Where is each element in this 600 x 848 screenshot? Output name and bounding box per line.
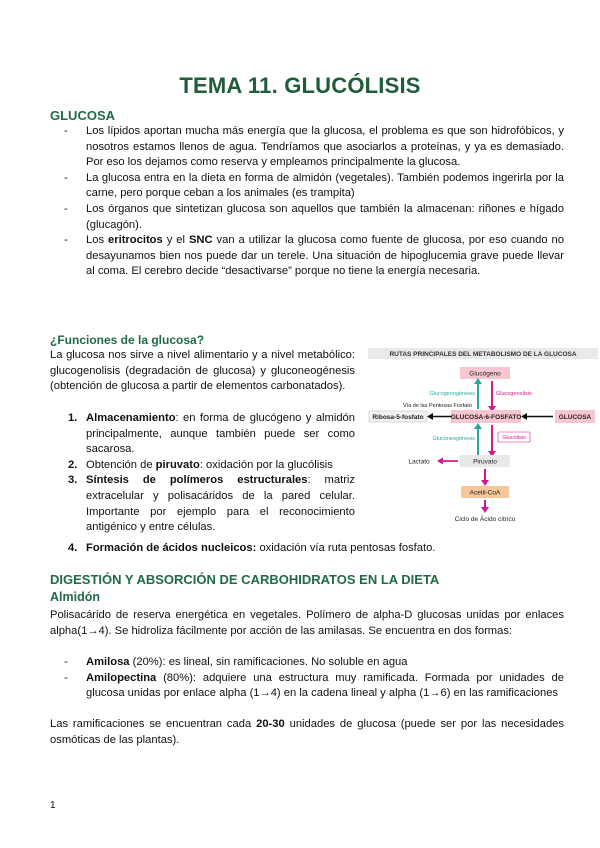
funciones-list	[68, 411, 355, 536]
list-item	[68, 473, 355, 535]
bold-term: Amilosa	[86, 656, 130, 668]
bold-term: Síntesis de polímeros estructurales	[86, 474, 308, 487]
list-item: - Los eritrocitos y el SNC van a utilizar la glucosa como fuente de glucosa, por eso cuando no desayunamos bien nos puede dar un terele. Una situación de hipoglucemia grave puede llevar al coma. El cerebro decide “desactivarse” porque no tiene la energía necesaria.	[64, 234, 564, 278]
funciones-intro: La glucosa nos sirve a nivel alimentario y a nivel metabólico: glucogenolisis (degradación de glucosa) y gluconeogénesis (obtención de glucosa a partir de elementos carbonatados).	[50, 349, 355, 393]
almidon-outro	[50, 717, 564, 748]
bold-term: Formación de ácidos nucleicos:	[86, 542, 257, 554]
list-item: - La glucosa entra en la dieta en forma de almidón (vegetales). También podemos ingerirla por la carne, pero porque ceban a los animales (es trampita)	[64, 171, 564, 200]
bullet-text: La glucosa entra en la dieta en forma de almidón (vegetales). También podemos ingerirla por la carne, pero porque ceban a los animales (es trampita)	[86, 171, 564, 200]
almidon-bullet-list	[64, 655, 564, 702]
list-item: - Los órganos que sintetizan glucosa son aquellos que también la almacenan: riñones e hígado (glucagón).	[64, 202, 564, 231]
text-fragment: Las ramificaciones se encuentran cada	[50, 718, 257, 730]
bullet-text: Los órganos que sintetizan glucosa son aquellos que también la almacenan: riñones e hígado (glucagón).	[86, 202, 564, 231]
g6p-label: GLUCOSA-6-FOSFATO	[450, 414, 522, 421]
glucogenogenesis-label: Glucogenogénesis	[429, 391, 475, 397]
glucogeno-label: Glucógeno	[469, 370, 501, 378]
page-number: 1	[50, 800, 56, 811]
bold-term: Amilopectina	[86, 671, 157, 684]
list-item: - Los lípidos aportan mucha más energía que la glucosa, el problema es que son hidrofóbicos, y nosotros estamos llenos de agua. Tendríamos que asociarlos a proteínas, y ya es demasiado. Por eso los dejamos como reserva y empleamos principalmente la glucosa.	[64, 125, 564, 169]
almidon-intro: Polisacárido de reserva energética en vegetales. Polímero de alpha-D glucosas unidas por enlaces alpha(1→4). Se hidroliza fácilmente por acción de las amilasas. Se encuentra en dos formas:	[50, 609, 564, 637]
text-fragment: van a utilizar la glucosa como fuente de glucosa, por eso cuando no desayunamos bien nos puede dar un terele. Una situación de hipoglucemia grave puede llevar al coma. El cerebro decide “desactivarse” porque no tiene la energía necesaria.	[86, 234, 564, 278]
glucose-metabolism-diagram	[365, 345, 600, 525]
page-title: TEMA 11. GLUCÓLISIS	[179, 73, 421, 98]
almidon-subheading: Almidón	[50, 590, 100, 604]
ciclo-label: Ciclo de Ácido cítrico	[454, 516, 516, 523]
text-fragment: Obtención de	[86, 458, 156, 471]
diagram-title: RUTAS PRINCIPALES DEL METABOLISMO DE LA GLUCOSA	[389, 351, 577, 358]
text-fragment: (20%): es lineal, sin ramificaciones. No soluble en agua	[129, 656, 408, 668]
bold-term: eritrocitos	[108, 234, 163, 247]
via-pentosas-label: Vía de las Pentosas Fosfato	[403, 403, 472, 409]
bullet-text: Los lípidos aportan mucha más energía que la glucosa, el problema es que son hidrofóbicos, y nosotros estamos llenos de agua. Tendríamos que asociarlos a proteínas, y ya es demasiado. Por eso los dejamos como reserva y empleamos principalmente la glucosa.	[86, 125, 564, 169]
list-item	[68, 458, 355, 474]
item-number: 3.	[68, 474, 78, 487]
bold-term: SNC	[188, 234, 213, 247]
text-fragment: Los	[86, 234, 109, 247]
list-item	[68, 411, 355, 458]
ribosa-label: Ribosa-5-fosfato	[372, 414, 424, 421]
glucogenolisis-label: Glucogenolisis	[496, 391, 532, 397]
item-number: 2.	[68, 458, 78, 471]
funciones-heading: ¿Funciones de la glucosa?	[50, 333, 205, 347]
item-number: 1.	[68, 412, 78, 424]
acetil-label: Acetil-CoA	[469, 489, 501, 497]
text-fragment: y el	[162, 234, 189, 247]
funciones-list-continued	[68, 541, 538, 557]
list-item: - Amilopectina (80%): adquiere una estructura muy ramificada. Formada por unidades de glucosa unidas por enlace alpha (1→4) en la cadena lineal y alpha (1→6) en las ramificaciones	[64, 671, 564, 700]
text-fragment: unidades de glucosa (puede ser por las necesidades osmóticas de las plantas).	[50, 718, 564, 746]
piruvato-label: Piruvato	[473, 458, 497, 466]
digestion-heading: DIGESTIÓN Y ABSORCIÓN DE CARBOHIDRATOS EN LA DIETA	[50, 572, 440, 587]
text-fragment: : oxidación por la glucólisis	[199, 458, 333, 471]
gluconeogenesis-label: Gluconeogénesis	[432, 436, 475, 442]
text-fragment: (80%): adquiere una estructura muy ramificada. Formada por unidades de glucosa unidas por enlace alpha (1→4) en la cadena lineal y alpha (1→6) en las ramificaciones	[86, 671, 564, 700]
text-fragment: : matriz extracelular y polisacáridos de la pared celular. Importante por ejemplo para el reconocimiento antigénico y entre células.	[86, 474, 355, 534]
lactato-label: Lactato	[408, 458, 430, 466]
text-fragment: oxidación vía ruta pentosas fosfato.	[256, 542, 436, 554]
bold-term: piruvato	[155, 458, 200, 471]
bold-term: Almacenamiento	[86, 412, 176, 424]
item-number: 4.	[68, 542, 78, 554]
glucosa-bullet-list	[64, 124, 564, 280]
glucosa-label: GLUCOSA	[558, 414, 592, 421]
list-item: - Amilosa (20%): es lineal, sin ramificaciones. No soluble en agua	[64, 656, 408, 668]
bold-term: 20-30	[256, 718, 285, 730]
text-fragment: : en forma de glucógeno y almidón principalmente, aunque también puede ser como sacarosa.	[86, 412, 355, 456]
glucolisis-label: Glucólisis	[502, 435, 526, 441]
glucosa-heading: GLUCOSA	[50, 108, 115, 123]
list-item	[68, 541, 538, 557]
